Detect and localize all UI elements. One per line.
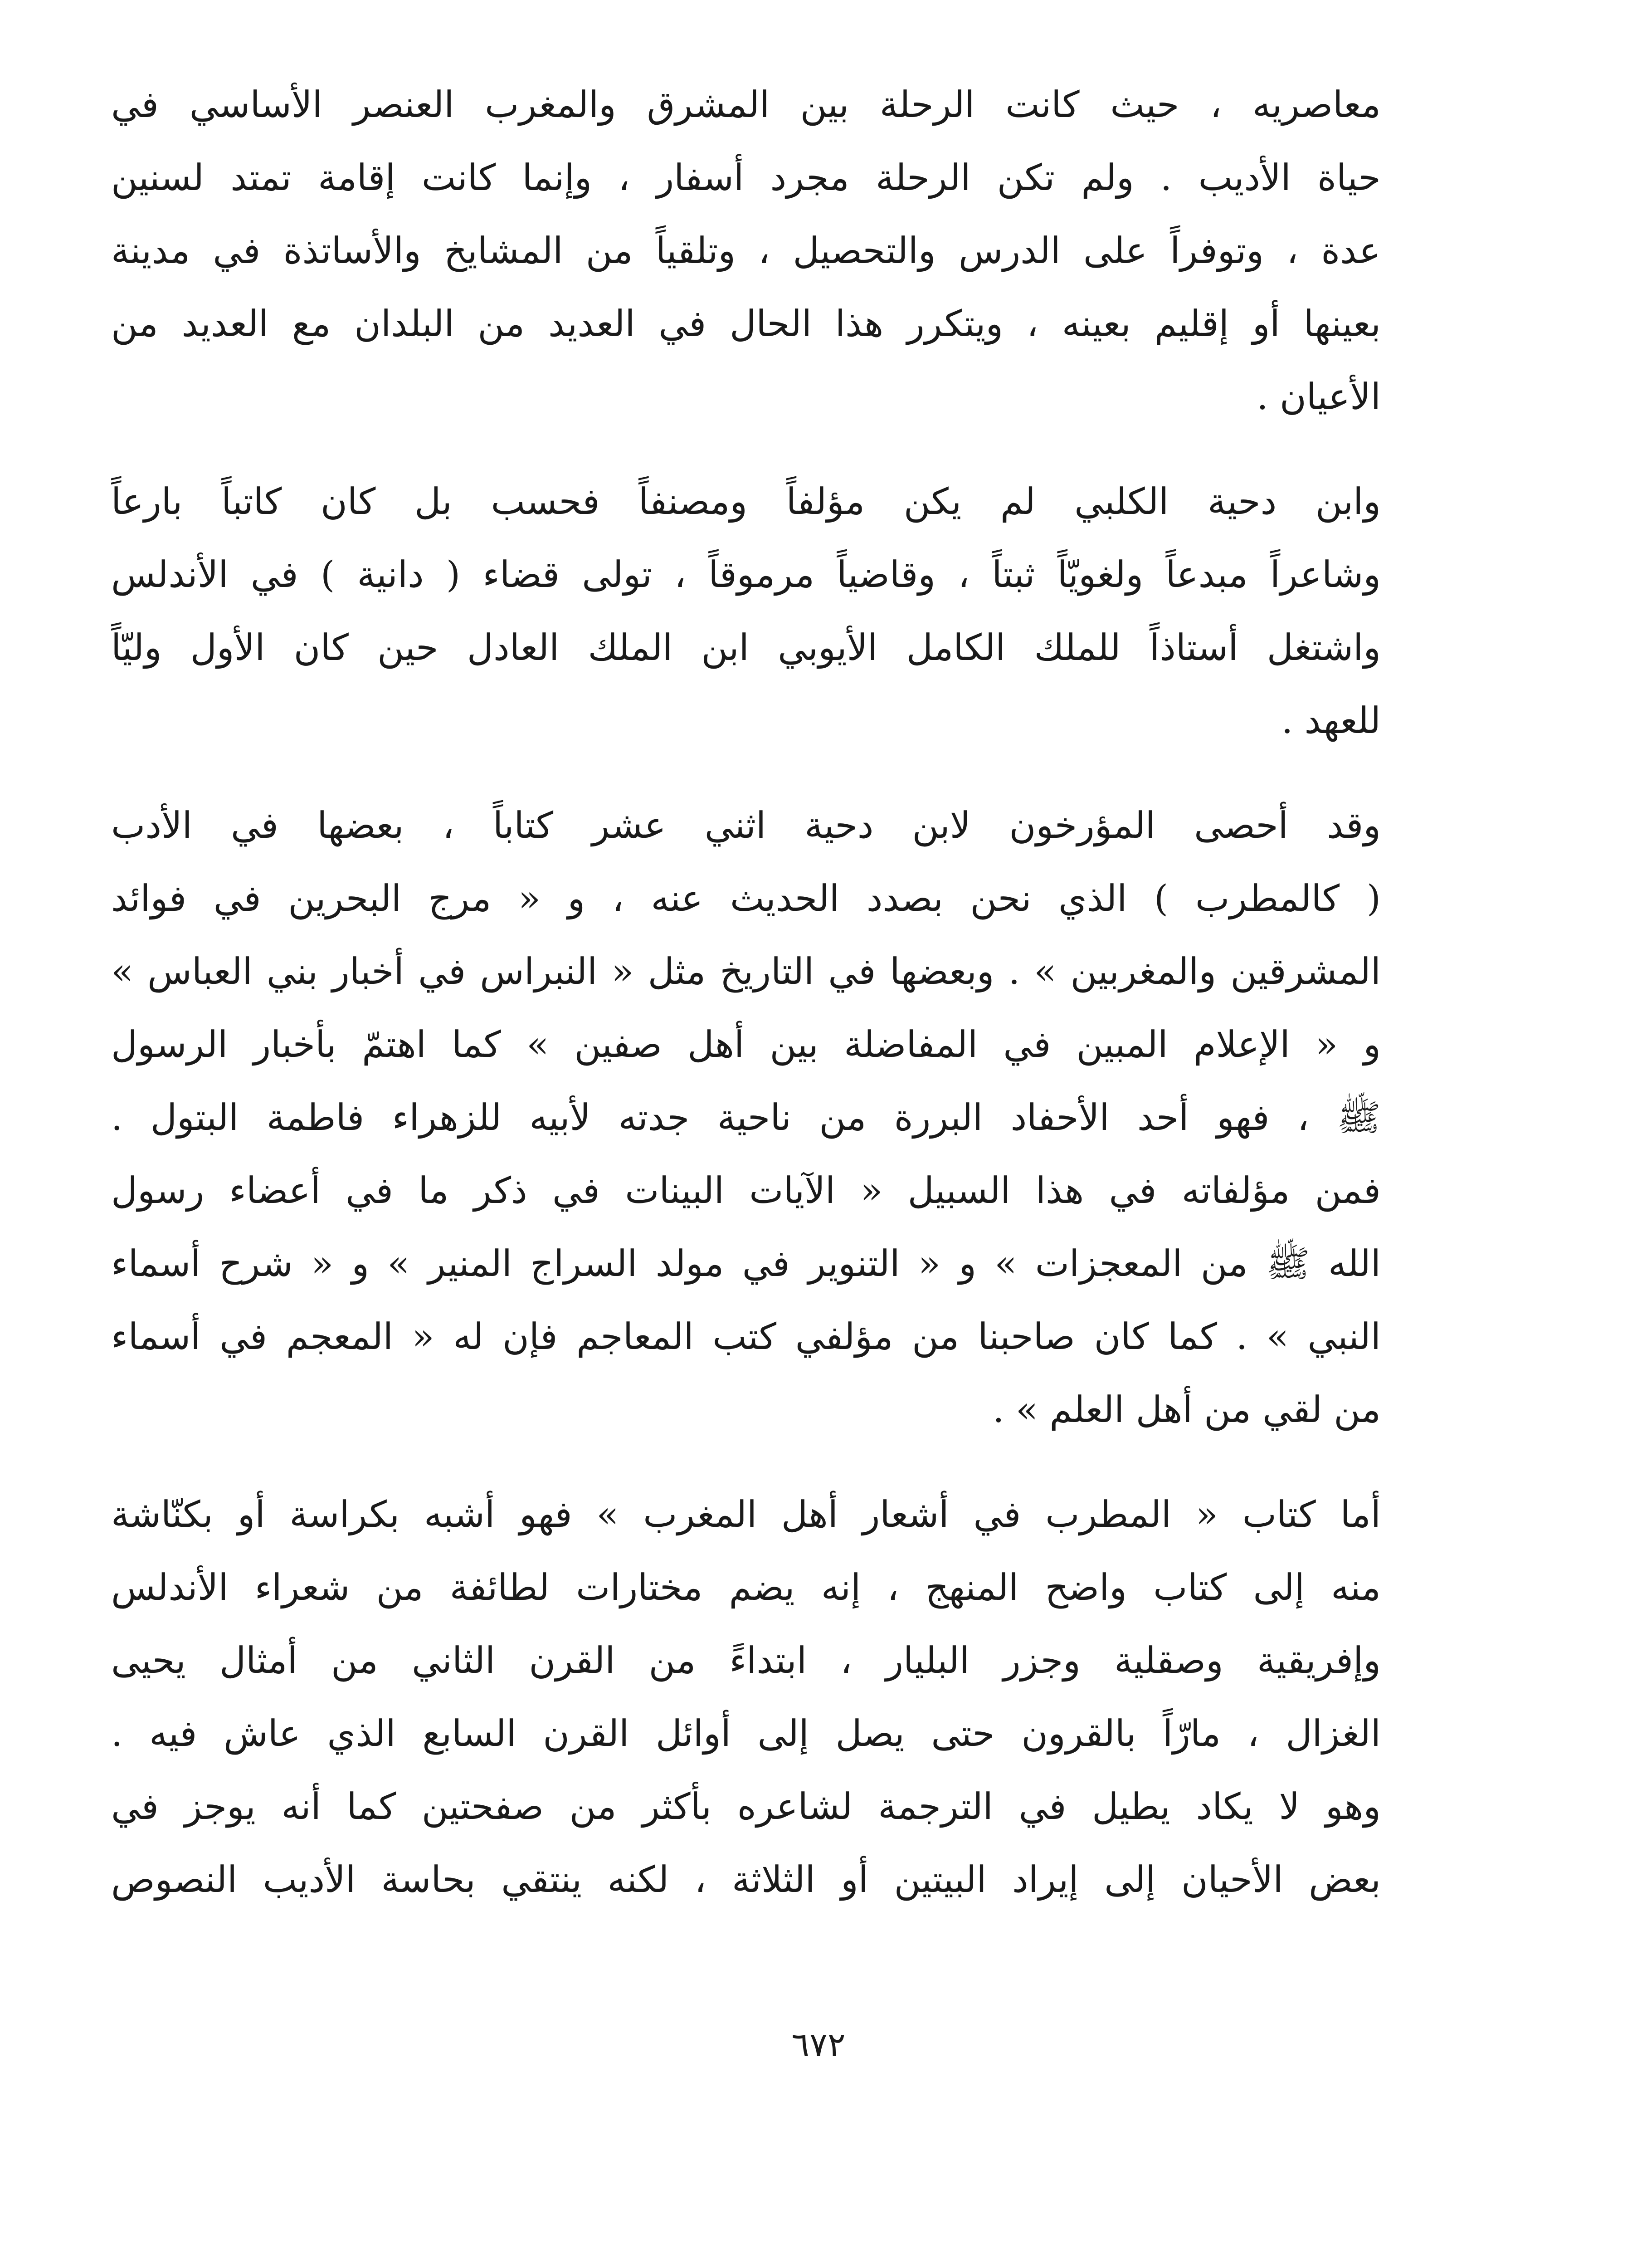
- text-line: من لقي من أهل العلم » .: [993, 1388, 1381, 1431]
- paragraph-1: [111, 68, 1381, 433]
- text-line: وشاعراً مبدعاً ولغويّاً ثبتاً ، وقاضياً مرموقاً ، تولى قضاء ( دانية ) في الأندلس: [111, 553, 1381, 596]
- text-line: النبي » . كما كان صاحبنا من مؤلفي كتب المعاجم فإن له « المعجم في أسماء: [111, 1315, 1381, 1358]
- text-line: واشتغل أستاذاً للملك الكامل الأيوبي ابن الملك العادل حين كان الأول وليّاً: [111, 626, 1381, 669]
- text-line: وابن دحية الكلبي لم يكن مؤلفاً ومصنفاً فحسب بل كان كاتباً بارعاً: [111, 480, 1381, 523]
- text-line: الأعيان .: [1257, 376, 1381, 418]
- paragraph-2: [111, 465, 1381, 757]
- text-line: أما كتاب « المطرب في أشعار أهل المغرب » فهو أشبه بكراسة أو بكنّاشة: [111, 1493, 1381, 1535]
- text-line: فمن مؤلفاته في هذا السبيل « الآيات البينات في ذكر ما في أعضاء رسول: [111, 1169, 1381, 1212]
- text-line: وهو لا يكاد يطيل في الترجمة لشاعره بأكثر من صفحتين كما أنه يوجز في: [111, 1785, 1381, 1828]
- text-line: ( كالمطرب ) الذي نحن بصدد الحديث عنه ، و « مرج البحرين في فوائد: [111, 877, 1381, 919]
- text-line: معاصريه ، حيث كانت الرحلة بين المشرق والمغرب العنصر الأساسي في: [111, 83, 1381, 126]
- text-line: بعض الأحيان إلى إيراد البيتين أو الثلاثة ، لكنه ينتقي بحاسة الأديب النصوص: [111, 1858, 1381, 1901]
- text-line: و « الإعلام المبين في المفاضلة بين أهل صفين » كما اهتمّ بأخبار الرسول: [111, 1023, 1381, 1066]
- text-line: المشرقين والمغربين » . وبعضها في التاريخ مثل « النبراس في أخبار بني العباس »: [111, 950, 1381, 992]
- text-line: للعهد .: [1281, 699, 1381, 742]
- text-line: الغزال ، مارّاً بالقرون حتى يصل إلى أوائل القرن السابع الذي عاش فيه .: [111, 1712, 1381, 1755]
- page-number: ٦٧٢: [791, 2025, 846, 2064]
- paragraph-4: [111, 1478, 1381, 1916]
- text-line: عدة ، وتوفراً على الدرس والتحصيل ، وتلقياً من المشايخ والأساتذة في مدينة: [111, 230, 1381, 272]
- text-line: وقد أحصى المؤرخون لابن دحية اثني عشر كتاباً ، بعضها في الأدب: [111, 804, 1381, 846]
- text-line: حياة الأديب . ولم تكن الرحلة مجرد أسفار ، وإنما كانت إقامة تمتد لسنين: [111, 156, 1381, 199]
- text-line: بعينها أو إقليم بعينه ، ويتكرر هذا الحال في العديد من البلدان مع العديد من: [111, 303, 1381, 345]
- text-line: وإفريقية وصقلية وجزر البليار ، ابتداءً من القرن الثاني من أمثال يحيى: [111, 1639, 1381, 1681]
- text-line: منه إلى كتاب واضح المنهج ، إنه يضم مختارات لطائفة من شعراء الأندلس: [111, 1566, 1381, 1608]
- text-line: ﷺ ، فهو أحد الأحفاد البررة من ناحية جدته لأبيه للزهراء فاطمة البتول .: [111, 1096, 1381, 1139]
- paragraph-3: [111, 789, 1381, 1446]
- text-line: الله ﷺ من المعجزات » و « التنوير في مولد السراج المنير » و « شرح أسماء: [111, 1242, 1381, 1285]
- page-body-text: [111, 68, 1381, 1916]
